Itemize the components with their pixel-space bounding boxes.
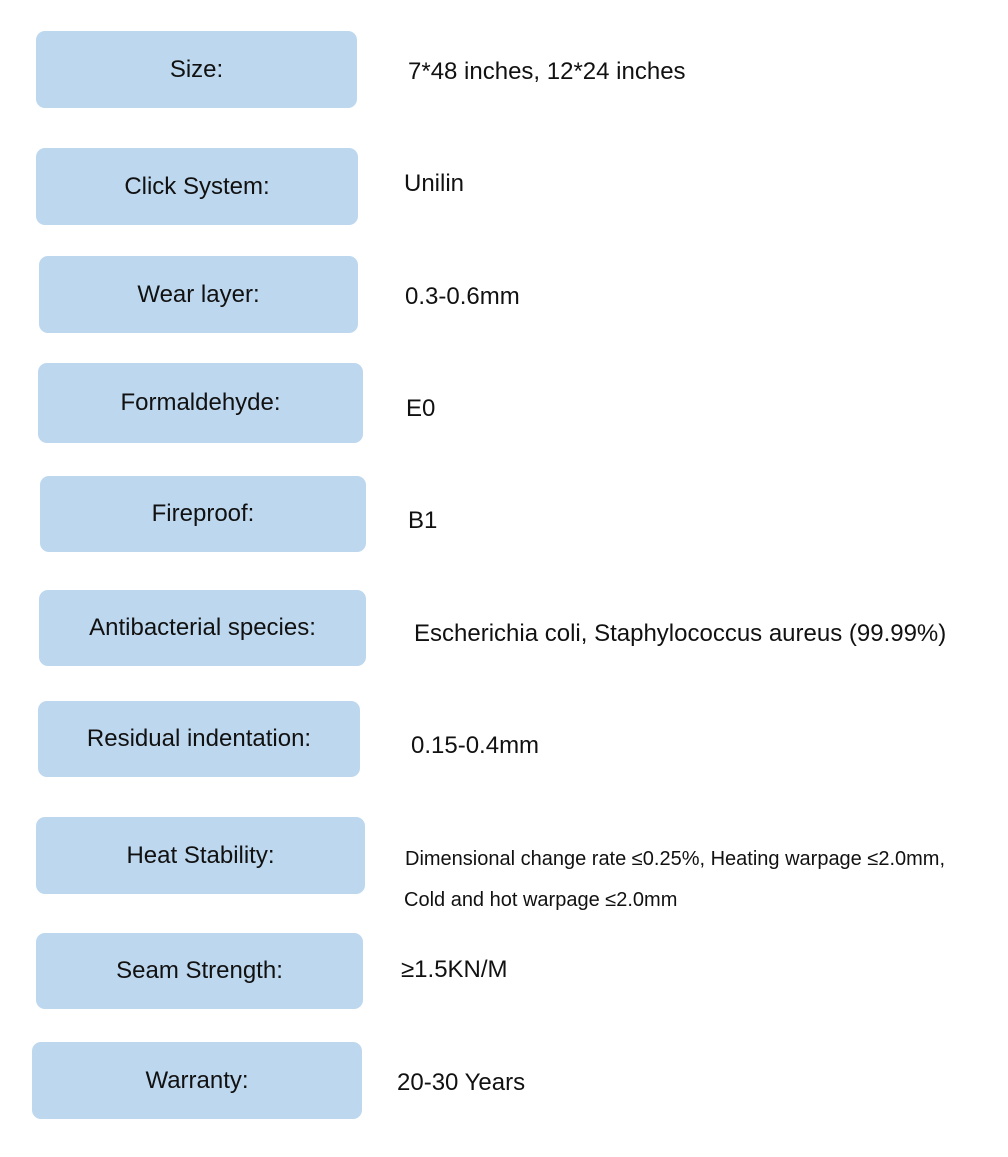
spec-value-size: 7*48 inches, 12*24 inches xyxy=(408,58,686,85)
spec-label-wear-layer xyxy=(39,256,358,333)
spec-label-text: Size: xyxy=(169,55,224,83)
spec-label-text: Wear layer: xyxy=(137,280,260,308)
spec-value-click-system: Unilin xyxy=(404,170,465,197)
spec-label-warranty xyxy=(32,1042,362,1119)
spec-value-warranty: 20-30 Years xyxy=(397,1069,526,1096)
spec-label-heat-stability xyxy=(36,817,365,894)
spec-label-text: Antibacterial species: xyxy=(89,614,316,641)
spec-label-text: Heat Stability: xyxy=(126,841,275,869)
spec-label-text: Formaldehyde: xyxy=(120,389,281,416)
spec-value-fireproof: B1 xyxy=(408,507,438,534)
spec-label-antibacterial-species xyxy=(39,590,366,666)
spec-value-heat-stability-line1: Dimensional change rate ≤0.25%, Heating warpage ≤2.0mm, xyxy=(405,848,946,870)
spec-value-wear-layer: 0.3-0.6mm xyxy=(405,283,520,310)
spec-label-text: Seam Strength: xyxy=(116,957,283,984)
spec-label-seam-strength xyxy=(36,933,363,1009)
spec-value-residual-indentation: 0.15-0.4mm xyxy=(411,732,540,759)
spec-label-formaldehyde xyxy=(38,363,363,443)
spec-label-fireproof xyxy=(40,476,366,552)
spec-value-seam-strength: ≥1.5KN/M xyxy=(401,956,508,983)
spec-label-size xyxy=(36,31,357,108)
spec-label-residual-indentation xyxy=(38,701,360,777)
spec-value-heat-stability-line2: Cold and hot warpage ≤2.0mm xyxy=(404,889,678,911)
spec-label-text: Fireproof: xyxy=(151,500,255,527)
spec-label-text: Warranty: xyxy=(145,1066,249,1094)
spec-label-text: Residual indentation: xyxy=(86,725,312,752)
spec-value-antibacterial-species: Escherichia coli, Staphylococcus aureus (99.99%) xyxy=(414,620,947,647)
spec-value-formaldehyde: E0 xyxy=(406,395,436,422)
spec-label-click-system xyxy=(36,148,358,225)
spec-label-text: Click System: xyxy=(124,172,270,200)
